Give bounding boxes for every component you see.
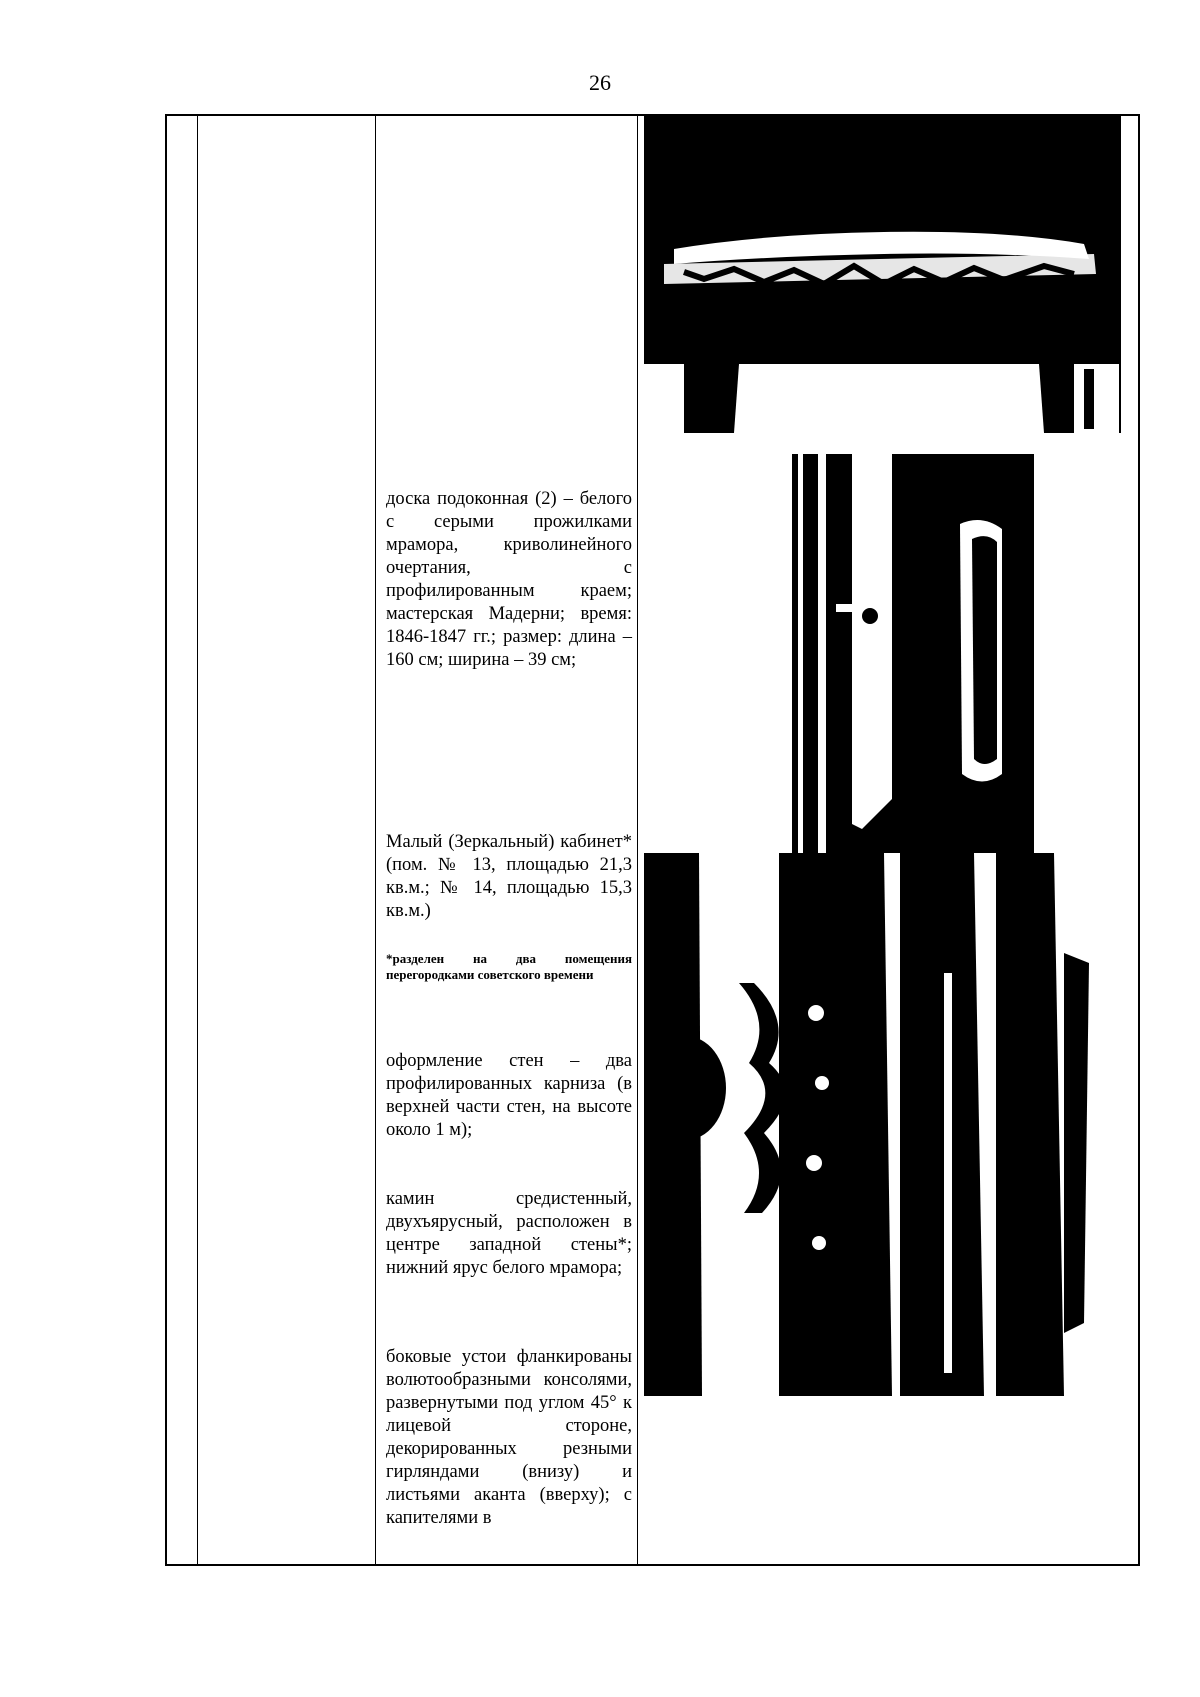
pillars-description: боковые устои фланкированы волютообразными консолями, развернутыми под углом 45° к лицевой стороне, декорированных резными гирляндами (внизу) и листьями аканта (вверху); с капителями в xyxy=(386,1347,632,1528)
walls-description: оформление стен – два профилированных карниза (в верхней части стен, на высоте около 1 м); xyxy=(386,1051,632,1140)
console-photo xyxy=(644,853,1116,1396)
page-number: 26 xyxy=(589,70,611,95)
room-title: Малый (Зеркальный) кабинет* (пом. № 13, площадью 21,3 кв.м.; № 14, площадью 15,3 кв.м.) xyxy=(386,832,632,921)
fireplace-description: камин средистенный, двухъярусный, расположен в центре западной стены*; нижний ярус белого мрамора; xyxy=(386,1189,632,1278)
column-divider-1 xyxy=(197,116,198,1564)
column-divider-3 xyxy=(637,116,638,1564)
sill-description: доска подоконная (2) – белого с серыми прожилками мрамора, криволинейного очертания, с профилированным краем; мастерская Мадерни; время: 1846-1847 гг.; размер: длина – 160 см; ширина – 39 см; xyxy=(386,489,632,670)
room-footnote: *разделен на два помещения перегородками советского времени xyxy=(386,951,632,982)
window-photo xyxy=(792,454,1034,854)
sill-photo xyxy=(644,114,1121,433)
column-divider-2 xyxy=(375,116,376,1564)
